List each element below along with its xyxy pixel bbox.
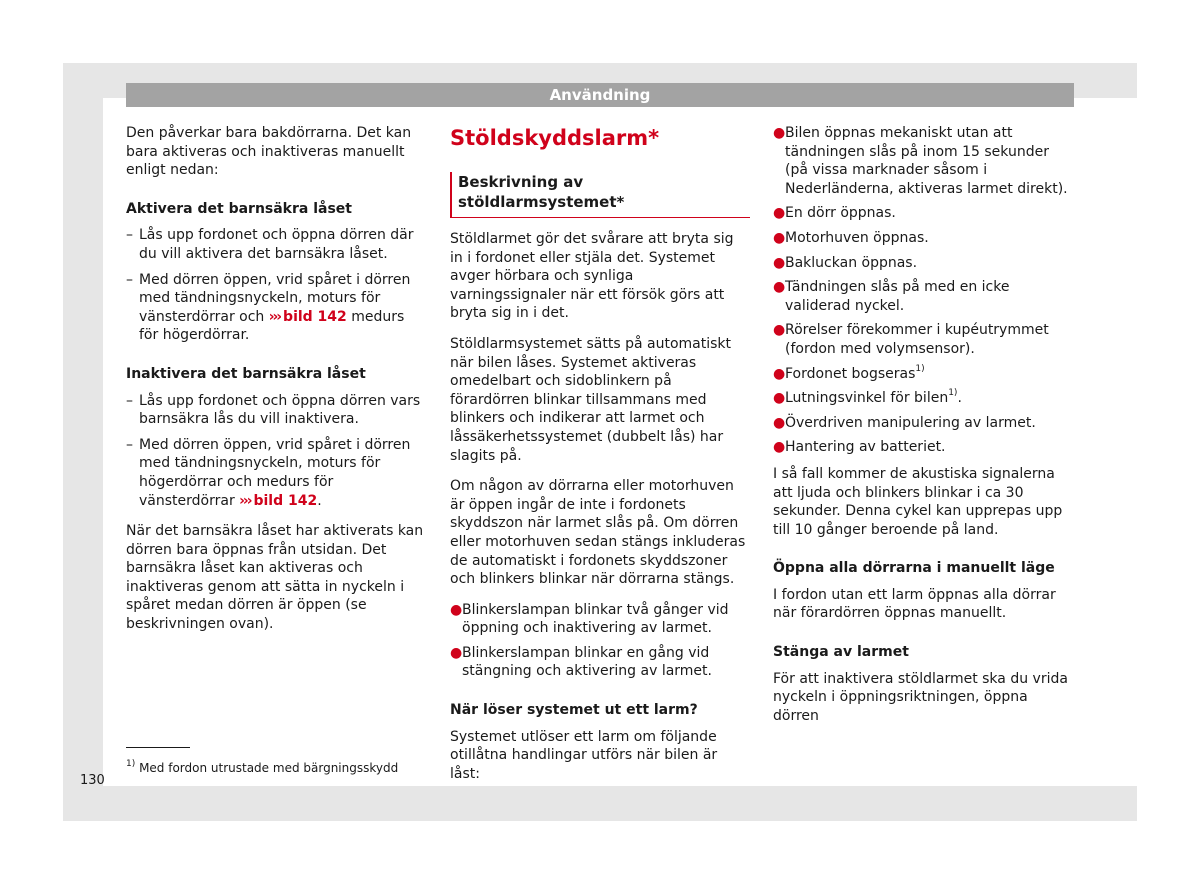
bullet-icon: ●: [773, 365, 786, 382]
list-item: ● Motorhuven öppnas.: [773, 229, 929, 246]
list-item: – Med dörren öppen, vrid spåret i dörren med tändningsnyckeln, moturs för vänsterdörrar och ››› bild 142 medurs för högerdörrar.: [126, 271, 411, 344]
bullet-icon: ●: [450, 601, 463, 618]
bullet-icon: ●: [773, 390, 786, 407]
page-number: 130: [80, 773, 105, 788]
activate-heading: Aktivera det barnsäkra låset: [126, 200, 352, 217]
bullet-icon: ●: [773, 439, 786, 456]
paragraph: För att inaktivera stöldlarmet ska du vrida nyckeln i öppningsriktningen, öppna dörren: [773, 670, 1068, 724]
paragraph: I fordon utan ett larm öppnas alla dörrar när förardörren öppnas manuellt.: [773, 586, 1056, 622]
list-item: ● En dörr öppnas.: [773, 205, 896, 222]
subsection-title: Beskrivning av stöldlarmsystemet*: [450, 172, 750, 218]
list-item: – Lås upp fordonet och öppna dörren där du vill aktivera det barnsäkra låset.: [126, 227, 414, 262]
bullet-icon: ●: [773, 229, 786, 246]
list-item: ● Fordonet bogseras$^{1)}$: [773, 363, 925, 382]
paragraph: I så fall kommer de akustiska signalerna att ljuda och blinkers blinkar i ca 30 sekunder. Denna cykel kan upprepas upp till 10 gånger beroende på land.: [773, 465, 1063, 538]
heading-accent-bar: [450, 172, 452, 218]
trigger-list: [773, 124, 1073, 457]
section-title: Stöldskyddslarm*: [450, 126, 660, 150]
footnote-marker: 1): [915, 363, 925, 374]
dash-marker: –: [126, 227, 133, 244]
intro-paragraph: Den påverkar bara bakdörrarna. Det kan bara aktiveras och inaktiveras manuellt enligt nedan:: [126, 125, 412, 179]
list-item: ● Rörelser förekommer i kupéutrymmet (fordon med volymsensor).: [773, 322, 1049, 357]
footnote-divider: [126, 747, 190, 748]
bullet-icon: ●: [450, 644, 463, 661]
paragraph: Systemet utlöser ett larm om följande otillåtna handlingar utförs när bilen är låst:: [450, 728, 718, 782]
footnote-marker: 1): [948, 388, 958, 399]
question-heading: När löser systemet ut ett larm?: [450, 702, 698, 719]
closing-paragraph: När det barnsäkra låset har aktiverats kan dörren bara öppnas från utsidan. Det barnsäkra låset kan aktiveras och inaktiveras genom att sätta in nyckeln i spåret medan dörren är öppen (se beskrivningen ovan).: [126, 523, 424, 633]
list-item: ● Blinkerslampan blinkar två gånger vid öppning och inaktivering av larmet.: [450, 601, 729, 637]
section-header: Användning: [126, 83, 1074, 107]
list-item: ● Blinkerslampan blinkar en gång vid stängning och aktivering av larmet.: [450, 644, 712, 680]
list-item: ● Överdriven manipulering av larmet.: [773, 414, 1036, 431]
chevron-right-icon: ›››: [239, 492, 251, 509]
deactivate-heading: Inaktivera det barnsäkra låset: [126, 365, 366, 382]
disable-alarm-heading: Stänga av larmet: [773, 644, 909, 661]
list-item: – Med dörren öppen, vrid spåret i dörren med tändningsnyckeln, moturs för högerdörrar och medurs för vänsterdörrar ››› bild 142.: [126, 436, 411, 509]
chevron-right-icon: ›››: [268, 308, 281, 325]
bullet-icon: ●: [773, 254, 786, 271]
list-item: ● Hantering av batteriet.: [773, 439, 946, 456]
dash-marker: –: [126, 271, 133, 288]
list-item: ● Lutningsvinkel för bilen$^{1)}$.: [773, 388, 962, 407]
figure-reference-link[interactable]: ››› bild 142: [239, 492, 318, 509]
column-middle: [450, 124, 750, 795]
dash-marker: –: [126, 436, 133, 453]
list-item: – Lås upp fordonet och öppna dörren vars barnsäkra lås du vill inaktivera.: [126, 392, 421, 428]
dash-marker: –: [126, 392, 133, 409]
bullet-icon: ●: [773, 279, 786, 296]
paragraph: Om någon av dörrarna eller motorhuven är öppen ingår de inte i fordonets skyddszon när larmet slås på. Om dörren eller motorhuven sedan stängs inkluderas de automatiskt i fordonets skyddszoner och blinkers blinkar när dörrarna stängs.: [450, 478, 746, 588]
list-item: ● Bilen öppnas mekaniskt utan att tändningen slås på inom 15 sekunder (på vissa marknader såsom i Nederländerna, aktiveras larmet direkt).: [773, 125, 1068, 197]
column-left: [126, 124, 426, 646]
column-right: [773, 124, 1073, 737]
paragraph: Stöldlarmet gör det svårare att bryta sig in i fordonet eller stjäla det. Systemet avger hörbara och synliga varningssignaler när ett försök görs att bryta sig in i det.: [450, 231, 734, 322]
footnote: $^{1)}$ Med fordon utrustade med bärgningsskydd: [126, 759, 399, 775]
list-item: ● Bakluckan öppnas.: [773, 254, 918, 271]
figure-reference-link[interactable]: ››› bild 142: [268, 308, 347, 325]
open-doors-heading: Öppna alla dörrarna i manuellt läge: [773, 560, 1055, 577]
bullet-icon: ●: [773, 414, 786, 431]
bullet-icon: ●: [773, 125, 786, 141]
bullet-icon: ●: [773, 205, 786, 222]
list-item: ● Tändningen slås på med en icke validerad nyckel.: [773, 279, 1010, 314]
heading-underline: [450, 217, 750, 218]
paragraph: Stöldlarmsystemet sätts på automatiskt när bilen låses. Systemet aktiveras omedelbart och sidoblinkern på förardörren blinkar tillsammans med blinkers och indikerar att larmet och låssäkerhetssystemet (dubbelt lås) har slagits på.: [450, 335, 732, 464]
bullet-icon: ●: [773, 322, 786, 339]
